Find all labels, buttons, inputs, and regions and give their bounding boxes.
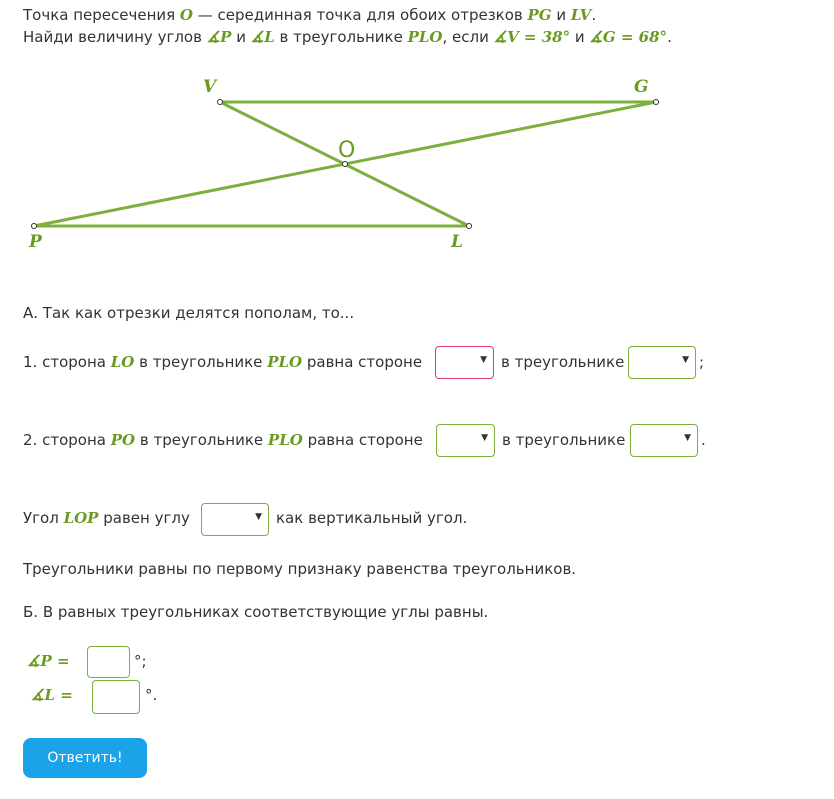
math-O: O: [179, 6, 193, 24]
select-side-2[interactable]: [436, 424, 495, 457]
part-b-heading: Б. В равных треугольниках соответствующие углы равны.: [23, 603, 489, 621]
angle-p-input[interactable]: [87, 646, 130, 678]
chevron-down-icon: ▼: [684, 433, 691, 443]
select-angle[interactable]: [201, 503, 269, 536]
angle-statement: Угол LOP равен углу: [23, 509, 190, 527]
angle-l-unit: °.: [145, 686, 158, 704]
statement-2-mid: в треугольнике: [502, 431, 626, 449]
statement-1: 1. сторона LO в треугольнике PLO равна стороне: [23, 353, 423, 371]
angle-l-label: ∡L =: [31, 686, 73, 704]
statement-1-end: ;: [699, 353, 705, 371]
select-triangle-1[interactable]: [628, 346, 696, 379]
point-V: [218, 100, 223, 105]
angle-p-label: ∡P =: [27, 652, 70, 670]
angle-l-input[interactable]: [92, 680, 140, 714]
math-PG: PG: [527, 6, 552, 24]
conclusion: Треугольники равны по первому признаку равенства треугольников.: [23, 560, 577, 578]
statement-2: 2. сторона PO в треугольнике PLO равна стороне: [23, 431, 423, 449]
problem-line-2: Найди величину углов ∡P и ∡L в треугольнике PLO, если ∡V = 38° и ∡G = 68°.: [23, 28, 672, 46]
statement-1-mid: в треугольнике: [501, 353, 625, 371]
point-L: [467, 224, 472, 229]
chevron-down-icon: ▼: [682, 355, 689, 365]
math-angle-V: ∡V = 38°: [493, 28, 571, 46]
chevron-down-icon: ▼: [480, 355, 487, 365]
submit-button[interactable]: Ответить!: [23, 738, 147, 778]
chevron-down-icon: ▼: [481, 433, 488, 443]
angle-p-unit: °;: [134, 652, 147, 670]
label-O: O: [338, 138, 356, 163]
math-angle-L: ∡L: [250, 28, 275, 46]
label-G: G: [634, 77, 649, 97]
point-G: [654, 100, 659, 105]
math-angle-P: ∡P: [206, 28, 232, 46]
part-a-heading: А. Так как отрезки делятся пополам, то...: [23, 304, 355, 322]
label-L: L: [451, 232, 463, 252]
angle-statement-end: как вертикальный угол.: [276, 509, 468, 527]
problem-line-1: Точка пересечения O — серединная точка для обоих отрезков PG и LV.: [23, 6, 597, 24]
select-side-1[interactable]: [435, 346, 494, 379]
math-PLO: PLO: [407, 28, 443, 46]
select-triangle-2[interactable]: [630, 424, 698, 457]
label-P: P: [29, 232, 42, 252]
geometry-figure: [0, 0, 834, 260]
math-angle-G: ∡G = 68°: [589, 28, 668, 46]
chevron-down-icon: ▼: [255, 512, 262, 522]
point-P: [32, 224, 37, 229]
statement-2-end: .: [701, 431, 706, 449]
math-LV: LV: [570, 6, 592, 24]
label-V: V: [203, 77, 217, 97]
